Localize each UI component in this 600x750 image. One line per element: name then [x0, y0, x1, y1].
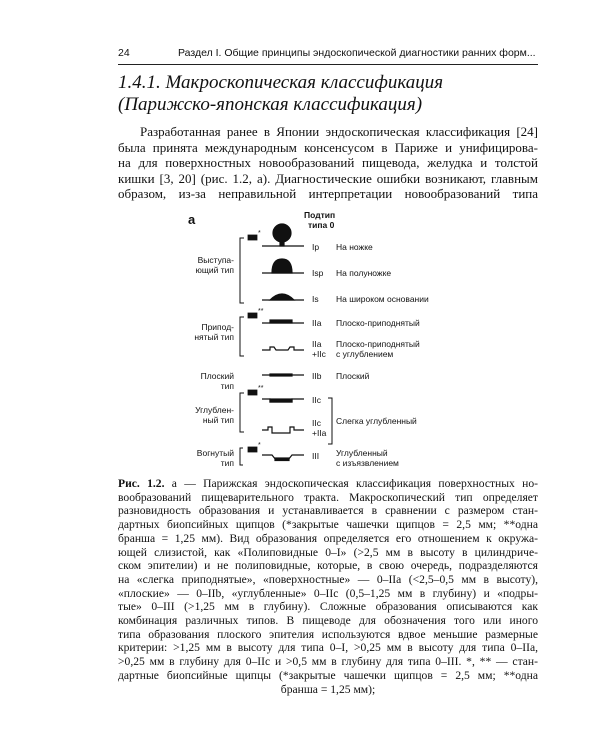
group-label-excavated-2: тип	[220, 458, 234, 468]
marker-label: **	[258, 385, 264, 392]
caption-line: ющей слизистой, как «Полиповидные 0–I» (>2,5 мм в высоту в цилиндриче-	[118, 545, 538, 559]
group-label-depressed-1: Углублен-	[195, 405, 234, 415]
caption-line: дартных биопсийных щипцов (*закрытые чашечки щипцов = 2,5 мм; **одна	[118, 518, 538, 532]
caption-line: типа образования плоского эпителия используются вдвое меньшие размерные	[118, 627, 538, 641]
section-heading-line-1: 1.4.1. Макроскопическая классификация	[118, 72, 444, 93]
subtype-description: с изъязвлением	[336, 458, 399, 468]
caption-line: вообразований пищеварительного тракта. Макроскопический тип определяет	[118, 490, 538, 504]
lesion-ip	[273, 224, 291, 242]
lesion-iic-fill	[270, 399, 292, 402]
group-label-depressed-2: ный тип	[202, 415, 234, 425]
subtype-code: IIa	[312, 318, 322, 328]
group-label-elevated-1: Припод-	[201, 322, 234, 332]
subtype-description: На полуножке	[336, 268, 392, 278]
caption-line: комбинация различных типов. В пищеводе для обозначения того или иного	[118, 614, 538, 628]
marker-label: *	[258, 442, 261, 449]
subtype-description: Плоский	[336, 371, 370, 381]
marker-label: *	[258, 230, 261, 237]
bracket-elevated	[240, 317, 244, 356]
section-heading-line-2: (Парижско-японская классификация)	[118, 94, 423, 115]
lesion-iib	[270, 374, 292, 376]
caption-line: «плоские» — 0–IIb, «углубленные» 0–IIc (0,5–1,25 мм в глубину) и «подры-	[118, 586, 538, 600]
lesion-is	[270, 294, 294, 300]
subtype-code: Ip	[312, 242, 320, 252]
subtype-code: Isp	[312, 268, 324, 278]
group-label-flat-2: тип	[220, 381, 234, 391]
bracket-protruded	[240, 238, 244, 303]
subtype-description: Углубленный	[336, 448, 388, 458]
paris-classification-figure	[186, 210, 436, 475]
caption-line: бранша = 1,25 мм). Вид образования определяется его отношением к окружа-	[118, 531, 538, 545]
lesion-iia-iic	[262, 347, 304, 350]
running-head: Раздел I. Общие принципы эндоскопической диагностики ранних форм...	[178, 47, 536, 59]
subtype-code: +IIc	[312, 349, 326, 359]
subtype-description: Плоско-приподнятый	[336, 339, 420, 349]
subtype-code: IIc	[312, 418, 321, 428]
caption-line: бранша = 1,25 мм);	[280, 682, 376, 696]
subtype-code: IIc	[312, 395, 321, 405]
group-label-elevated-2: нятый тип	[194, 332, 234, 342]
lesion-iic-iia	[262, 427, 304, 433]
subtype-description: Слегка углубленный	[336, 416, 417, 426]
bracket-depressed	[240, 393, 244, 432]
subtype-header-line-2: типа 0	[308, 220, 335, 230]
caption-line: критерии: >1,25 мм в высоту для типа 0–I, >0,25 мм в высоту для типа 0–IIa,	[118, 641, 538, 655]
section-heading	[118, 72, 538, 116]
caption-label: Рис. 1.2.	[118, 477, 165, 490]
forceps-icon	[248, 390, 257, 395]
subtype-header-line-1: Подтип	[304, 210, 336, 220]
caption-line: >0,25 мм в глубину для 0–IIc и >0,5 мм в глубину для типа 0–III. *, ** — стан-	[118, 655, 538, 669]
header-rule	[118, 64, 538, 65]
subtype-code: IIa	[312, 339, 322, 349]
body-paragraph	[118, 124, 538, 202]
page-number: 24	[118, 47, 130, 59]
caption-line: дартные биопсийные щипцы (*закрытые чашечки щипцов = 2,5 мм; **одна	[118, 668, 538, 682]
caption-line: на «слегка приподнятые», «поверхностные» — 0–IIa (<2,5–0,5 мм в высоту),	[118, 572, 538, 586]
paragraph-line: образом, из-за неправильной интерпретации новообразований типа	[118, 186, 538, 201]
subtype-code: Is	[312, 294, 319, 304]
group-label-protruded-2: ющий тип	[195, 265, 234, 275]
caption-line: разновидность образования и устанавливается в сравнении с размером стан-	[118, 504, 538, 518]
group-label-flat-1: Плоский	[200, 371, 234, 381]
marker-label: **	[258, 308, 264, 315]
lesion-iia	[270, 320, 292, 323]
figure-panel-label: а	[188, 212, 196, 227]
group-label-excavated-1: Вогнутый	[196, 448, 234, 458]
bracket-excavated	[240, 448, 243, 465]
caption-line: тые» 0–III (>1,25 мм в глубину). Сложные образования описываются как	[118, 600, 538, 614]
figure-caption	[118, 477, 538, 696]
forceps-icon	[248, 447, 257, 452]
subtype-description: На ножке	[336, 242, 373, 252]
paragraph-line: на для поверхностных новообразований пищевода, желудка и толстой	[118, 155, 538, 170]
subtype-code: IIb	[312, 371, 322, 381]
bracket-slightly-depressed	[328, 398, 332, 444]
subtype-description: с углублением	[336, 349, 394, 359]
running-header	[118, 47, 538, 63]
lesion-iii-fill	[275, 458, 289, 461]
lesion-isp	[272, 259, 292, 273]
paragraph-line: кишки [3, 20] (рис. 1.2, а). Диагностические ошибки возникают, главным	[118, 170, 538, 186]
forceps-icon	[248, 313, 257, 318]
subtype-code: III	[312, 451, 320, 461]
group-label-protruded-1: Выступа-	[197, 255, 234, 265]
subtype-description: Плоско-приподнятый	[336, 318, 420, 328]
forceps-icon	[248, 235, 257, 240]
subtype-code: +IIa	[312, 428, 327, 438]
caption-line: ском эпителии) и не полиповидные, которые, в свою очередь, подразделяются	[118, 559, 538, 573]
caption-line	[118, 477, 538, 491]
subtype-description: На широком основании	[336, 294, 429, 304]
paragraph-line: была принята международным консенсусом в Париже и унифицирова-	[118, 139, 538, 155]
caption-text: а — Парижская эндоскопическая классификация поверхностных но-	[164, 477, 538, 490]
paragraph-line: Разработанная ранее в Японии эндоскопическая классификация [24]	[140, 124, 538, 139]
